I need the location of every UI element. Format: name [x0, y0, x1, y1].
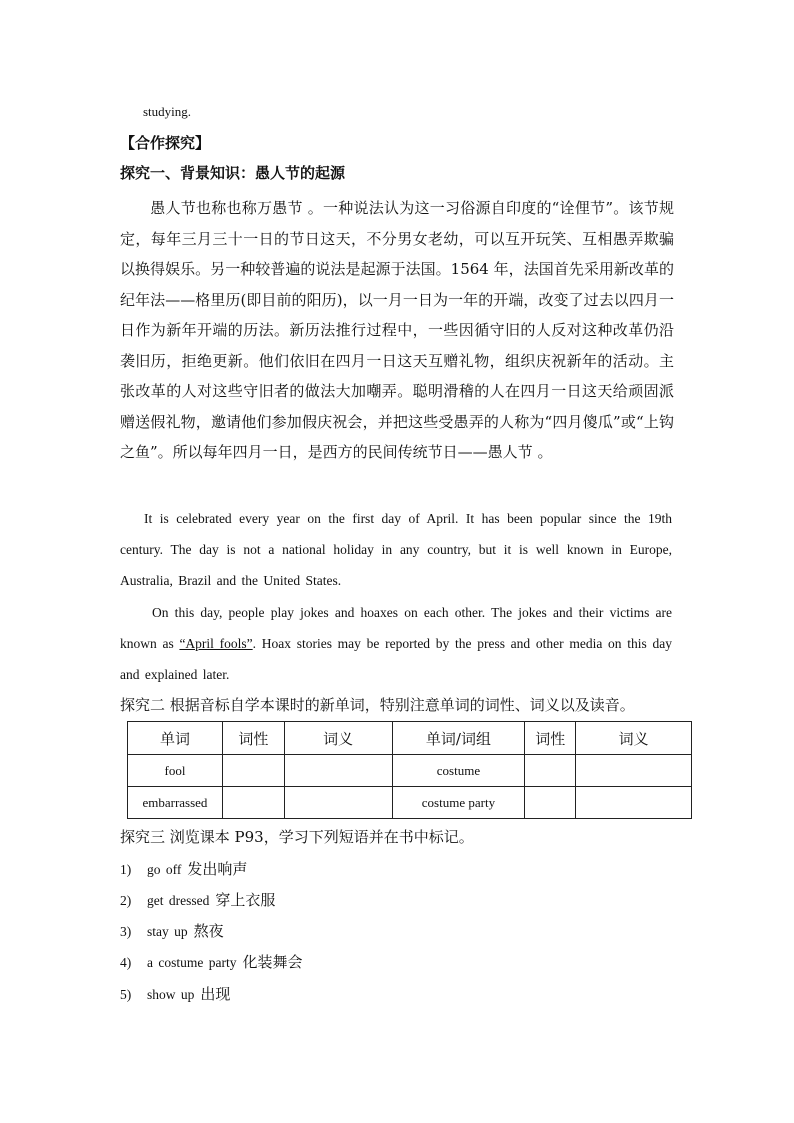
phrase-en: stay up [147, 924, 188, 939]
cn-paragraph [120, 193, 674, 468]
header-cell: 词义 [284, 722, 392, 755]
en-paragraph-1: It is celebrated every year on the first day of April. It has been popular since the 19th century. The day is not a national holiday in any country, but it is well known in Europe, Australia, Brazil and the United States. [120, 511, 672, 588]
table-row [128, 787, 692, 819]
part1-heading: 探究一、背景知识：愚人节的起源 [120, 164, 346, 182]
list-item [120, 858, 247, 879]
pos-cell[interactable] [222, 755, 284, 787]
meaning-cell[interactable] [576, 755, 692, 787]
item-number: 3) [120, 924, 132, 939]
item-number: 4) [120, 955, 132, 970]
phrase-en: get dressed [147, 893, 210, 908]
meaning-cell[interactable] [284, 755, 392, 787]
phrase-cn: 出现 [200, 985, 231, 1003]
word-cell: costume [392, 755, 525, 787]
part3-heading: 探究三 浏览课本 P93，学习下列短语并在书中标记。 [120, 828, 474, 846]
meaning-cell[interactable] [284, 787, 392, 819]
cn-paragraph-text: 愚人节也称也称万愚节 。一种说法认为这一习俗源自印度的“诠俚节”。该节规定，每年三月三十一日的节日这天，不分男女老幼，可以互开玩笑、互相愚弄欺骗以换得娱乐。另一种较普遍的说法是起源于法国。1564 年，法国首先采用新改革的纪年法——格里历(即目前的阳历)，以一月一日为一年的开端，改变了过去以四月一日作为新年开端的历法。新历法推行过程中，一些因循守旧的人反对这种改革仍沿袭旧历，拒绝更新。他们依旧在四月一日这天互赠礼物，组织庆祝新年的活动。主张改革的人对这些守旧者的做法大加嘲弄。聪明滑稽的人在四月一日这天给顽固派赠送假礼物，邀请他们参加假庆祝会，并把这些受愚弄的人称为“四月傻瓜”或“上钩之鱼”。所以每年四月一日，是西方的民间传统节日——愚人节 。 [120, 199, 674, 461]
vocabulary-table [127, 721, 692, 819]
list-item [120, 983, 230, 1004]
april-fools-term: “April fools” [179, 636, 253, 651]
phrase-cn: 发出响声 [187, 860, 248, 878]
table-header-row [128, 722, 692, 755]
header-cell: 词性 [525, 722, 576, 755]
section-title: 【合作探究】 [120, 134, 211, 152]
phrase-cn: 熬夜 [193, 922, 224, 940]
phrase-cn: 穿上衣服 [215, 891, 276, 909]
header-cell: 单词/词组 [392, 722, 525, 755]
header-cell: 词性 [222, 722, 284, 755]
phrase-en: a costume party [147, 955, 237, 970]
item-number: 1) [120, 862, 132, 877]
header-cell: 单词 [128, 722, 223, 755]
part2-heading: 探究二 根据音标自学本课时的新单词，特别注意单词的词性、词义以及读音。 [120, 696, 635, 714]
phrase-en: go off [147, 862, 182, 877]
continued-text: studying. [143, 104, 192, 119]
word-cell: costume party [392, 787, 525, 819]
list-item [120, 920, 224, 941]
item-number: 5) [120, 987, 132, 1002]
en-paragraph-2-before: On this day, people play jokes and hoaxes on each other. The jokes and their victims are known as [120, 605, 672, 651]
pos-cell[interactable] [222, 787, 284, 819]
word-cell: embarrassed [128, 787, 223, 819]
en-paragraph-2 [120, 597, 672, 690]
word-cell: fool [128, 755, 223, 787]
table-row [128, 755, 692, 787]
list-item [120, 951, 303, 972]
pos-cell[interactable] [525, 755, 576, 787]
item-number: 2) [120, 893, 132, 908]
header-cell: 词义 [576, 722, 692, 755]
meaning-cell[interactable] [576, 787, 692, 819]
phrase-cn: 化装舞会 [242, 953, 303, 971]
en-paragraph-2-after: . Hoax stories may be reported by the press and other media on this day and explained later. [120, 636, 672, 682]
phrase-en: show up [147, 987, 195, 1002]
list-item [120, 889, 275, 910]
pos-cell[interactable] [525, 787, 576, 819]
